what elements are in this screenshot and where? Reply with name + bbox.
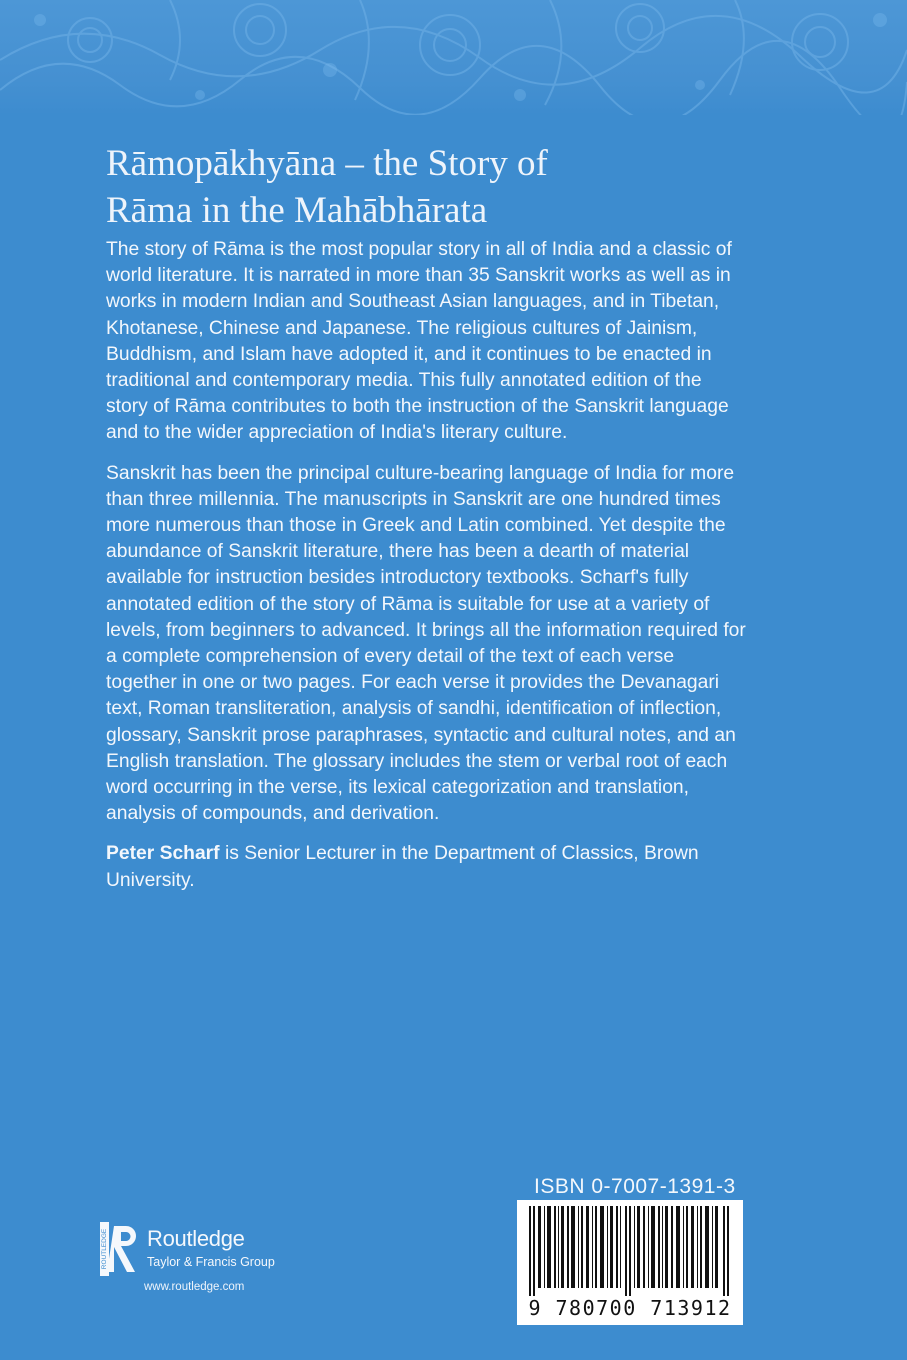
publisher-logo: [100, 1222, 300, 1282]
barcode-digits: 9 780700 713912: [528, 1296, 732, 1320]
blurb: [106, 237, 746, 908]
blurb-paragraph-2: Sanskrit has been the principal culture-bearing language of India for more than three millennia. The manuscripts in Sanskrit are one hundred times more numerous than those in Greek and Latin combined. Yet despite the abundance of Sanskrit literature, there has been a dearth of material available for instruction besides introductory textbooks. Scharf's fully annotated edition of the story of Rāma is suitable for use at a variety of levels, from beginners to advanced. It brings all the information required for a complete comprehension of every detail of the text of each verse together in one or two pages. For each verse it provides the Devanagari text, Roman transliteration, analysis of sandhi, identification of inflection, glossary, Sanskrit prose paraphrases, syntactic and cultural notes, and an English translation. The glossary includes the stem or verbal root of each word occurring in the verse, its lexical categorization and translation, analysis of compounds, and derivation.: [106, 462, 746, 825]
author-bio-text: is Senior Lecturer in the Department of Classics, Brown University.: [106, 843, 699, 891]
barcode-bars: [525, 1206, 735, 1296]
barcode: [517, 1200, 743, 1325]
routledge-r-icon: [100, 1222, 140, 1276]
publisher-website: www.routledge.com: [144, 1281, 245, 1293]
publisher-group: Taylor & Francis Group: [147, 1255, 275, 1269]
logo-vertical-text: ROUTLEDGE: [101, 1228, 109, 1270]
blurb-paragraph-1: The story of Rāma is the most popular story in all of India and a classic of world literature. It is narrated in more than 35 Sanskrit works as well as in works in modern Indian and Southeast Asian languages, and in Tibetan, Khotanese, Chinese and Japanese. The religious cultures of Jainism, Buddhism, and Islam have adopted it, and it continues to be enacted in traditional and contemporary media. This fully annotated edition of the story of Rāma contributes to both the instruction of the Sanskrit language and to the wider appreciation of India's literary culture.: [106, 239, 732, 444]
ornament-pattern: [0, 0, 907, 115]
isbn-label: ISBN 0-7007-1391-3: [534, 1175, 736, 1198]
decorative-pattern-band: [0, 0, 907, 115]
book-title: [106, 140, 826, 234]
author-bio: [106, 841, 746, 893]
publisher-name: Routledge: [147, 1226, 245, 1251]
title-line-1: Rāmopākhyāna – the Story of: [106, 143, 548, 184]
title-line-2: Rāma in the Mahābhārata: [106, 190, 488, 231]
author-name: Peter Scharf: [106, 843, 220, 865]
